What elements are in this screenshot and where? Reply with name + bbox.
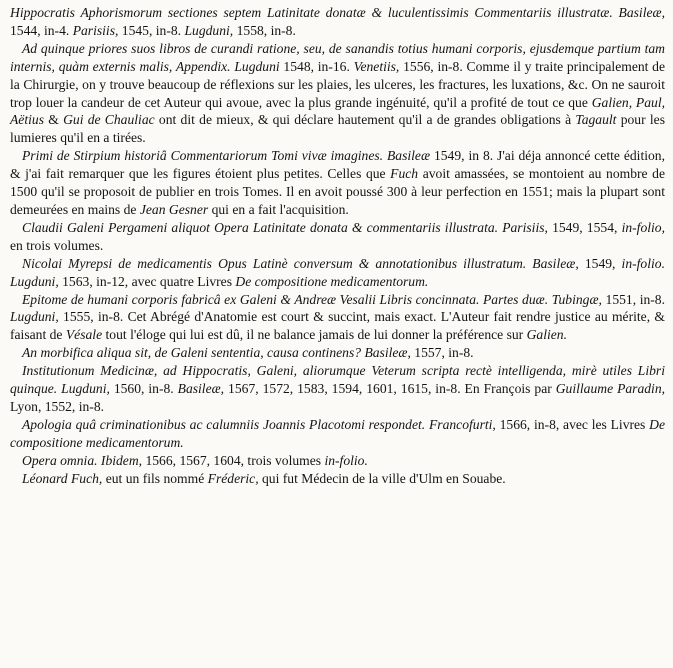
entry-italic: Epitome de humani corporis fabricâ ex Galeni & Andreæ Vesalii Libris concinnata. Partes duæ. Tubingæ, <box>22 291 602 307</box>
entry-italic: in-folio. Lugduni, <box>10 255 665 289</box>
entry-text: 1555, in-8. Cet Abrégé d'Anatomie est court & succint, mais exact. L'Auteur fait rendre justice au mérite, & faisant de <box>10 309 665 343</box>
entry-italic: Nicolai Myrepsi de medicamentis Opus Latinè conversum & annotationibus illustratum. Basileæ, <box>22 255 579 271</box>
entry-apologia <box>10 416 665 452</box>
entry-institutionum-medicinae <box>10 362 665 416</box>
entry-text: en trois volumes. <box>10 237 104 253</box>
entry-ad-quinque-priores <box>10 40 665 147</box>
entry-italic: De compositione medicamentorum. <box>10 416 665 450</box>
entry-text: 1549, 1554, <box>547 219 622 235</box>
entry-italic: De compositione medicamentorum. <box>235 273 429 289</box>
entry-text: 1566, in-8, avec les Livres <box>495 416 650 432</box>
entry-italic: Basileæ, <box>177 381 225 397</box>
entry-text: 1567, 1572, 1583, 1594, 1601, 1615, in-8. En François par <box>224 381 556 397</box>
entry-italic: Galien. <box>526 327 567 343</box>
entry-italic: Guillaume Paradin, <box>555 381 666 397</box>
entry-italic: Venetiis, <box>353 58 400 74</box>
entry-italic: Lugduni, <box>184 22 234 38</box>
entry-italic: in-folio. <box>324 452 368 468</box>
entry-text: 1549, <box>578 255 622 271</box>
entry-text: eut un fils nommé <box>102 470 208 486</box>
entry-opera-omnia <box>10 452 665 470</box>
entry-italic: Apologia quâ criminationibus ac calumniis Joannis Placotomi respondet. Francofurti, <box>22 416 496 432</box>
entry-epitome-de-humani <box>10 291 665 345</box>
entry-italic: Jean Gesner <box>139 201 209 217</box>
entry-text: 1548, in-16. <box>279 58 354 74</box>
entry-claudii-galeni <box>10 219 665 255</box>
entry-italic: Primi de Stirpium historiâ Commentariorum Tomi vivæ imagines. Basileæ <box>22 148 431 164</box>
entry-italic: Lugduni, <box>10 309 59 325</box>
entry-leonard-fuch <box>10 470 665 488</box>
entry-an-morbifica <box>10 344 665 362</box>
entry-text: tout l'éloge qui lui est dû, il ne balance jamais de lui donner la préférence sur <box>102 327 527 343</box>
entry-text: ont dit de mieux, & qui déclare hautement qu'il a de grandes obligations à <box>154 112 576 128</box>
entry-italic: An morbifica aliqua sit, de Galeni sententia, causa continens? Basileæ, <box>22 345 411 361</box>
entry-text: Lyon, 1552, in-8. <box>10 398 105 414</box>
entry-text: & <box>43 112 64 128</box>
entry-text: 1558, in-8. <box>233 22 296 38</box>
entry-text: 1549, in 8. J'ai déja annoncé cette édition, & j'ai fait remarquer que les figures étoient plus petites. Celles que <box>10 148 665 182</box>
entry-italic: Ad quinque priores suos libros de curandi ratione, seu, de sanandis totius humani corporis, ejusdemque partium tam internis, quàm externis malis, Appendix. Lugduni <box>10 40 665 74</box>
entry-italic: Léonard Fuch, <box>22 470 103 486</box>
entry-text: 1563, in-12, avec quatre Livres <box>58 273 236 289</box>
entry-text: 1556, in-8. Comme il y traite principalement de la Chirurgie, on y trouve beaucoup de réflexions sur les plaies, les ulceres, les fractures, les luxations, &c. On ne sauroit trop louer la candeur de cet Auteur qui avoue, avec la plus grande ingénuité, qu'il a profité de tout ce que <box>10 58 666 110</box>
entry-italic: Tagault <box>575 112 617 128</box>
entry-italic: Gui de Chauliac <box>63 112 155 128</box>
entry-italic: Fréderic, <box>207 470 259 486</box>
entry-text: 1551, in-8. <box>601 291 665 307</box>
entry-text: pour les lumieres qu'il en a tirées. <box>10 112 665 146</box>
entry-italic: Hippocratis Aphorismorum sectiones septem Latinitate donatæ & luculentissimis Commentariis illustratæ. Basileæ, <box>10 5 665 20</box>
entry-italic: Opera omnia. Ibidem, <box>22 452 143 468</box>
entry-italic: in-folio, <box>621 219 665 235</box>
entry-italic: Claudii Galeni Pergameni aliquot Opera Latinitate donata & commentariis illustrata. Parisiis, <box>22 219 548 235</box>
entry-italic: Fuch <box>390 166 419 182</box>
entry-nicolai-myrepsi <box>10 255 665 291</box>
entry-italic: Institutionum Medicinæ, ad Hippocratis, Galeni, aliorumque Veterum scripta rectè intelligenda, mirè utiles Libri quinque. Lugduni, <box>10 363 665 397</box>
entry-text: qui fut Médecin de la ville d'Ulm en Souabe. <box>258 470 506 486</box>
entry-italic: Vésale <box>65 327 103 343</box>
entry-italic: Galien, Paul, Aëtius <box>10 94 665 128</box>
entry-text: avoit amassées, se montoient au nombre de 1500 qu'il se proposoit de publier en trois Tomes. Il en avoit poussé 300 à leur perfection en 1551; mais la plupart sont demeurées en mains de <box>10 166 665 217</box>
entry-primi-de-stirpium <box>10 147 665 219</box>
entry-text: qui en a fait l'acquisition. <box>208 201 349 217</box>
entry-text: 1544, in-4. <box>10 22 73 38</box>
entry-italic: Parisiis, <box>72 22 119 38</box>
entry-text: 1566, 1567, 1604, trois volumes <box>142 452 325 468</box>
entry-text: 1557, in-8. <box>410 345 474 361</box>
entry-hippocratis-aphorismorum <box>10 4 665 40</box>
entry-text: 1560, in-8. <box>109 381 178 397</box>
entry-text: 1545, in-8. <box>118 22 185 38</box>
